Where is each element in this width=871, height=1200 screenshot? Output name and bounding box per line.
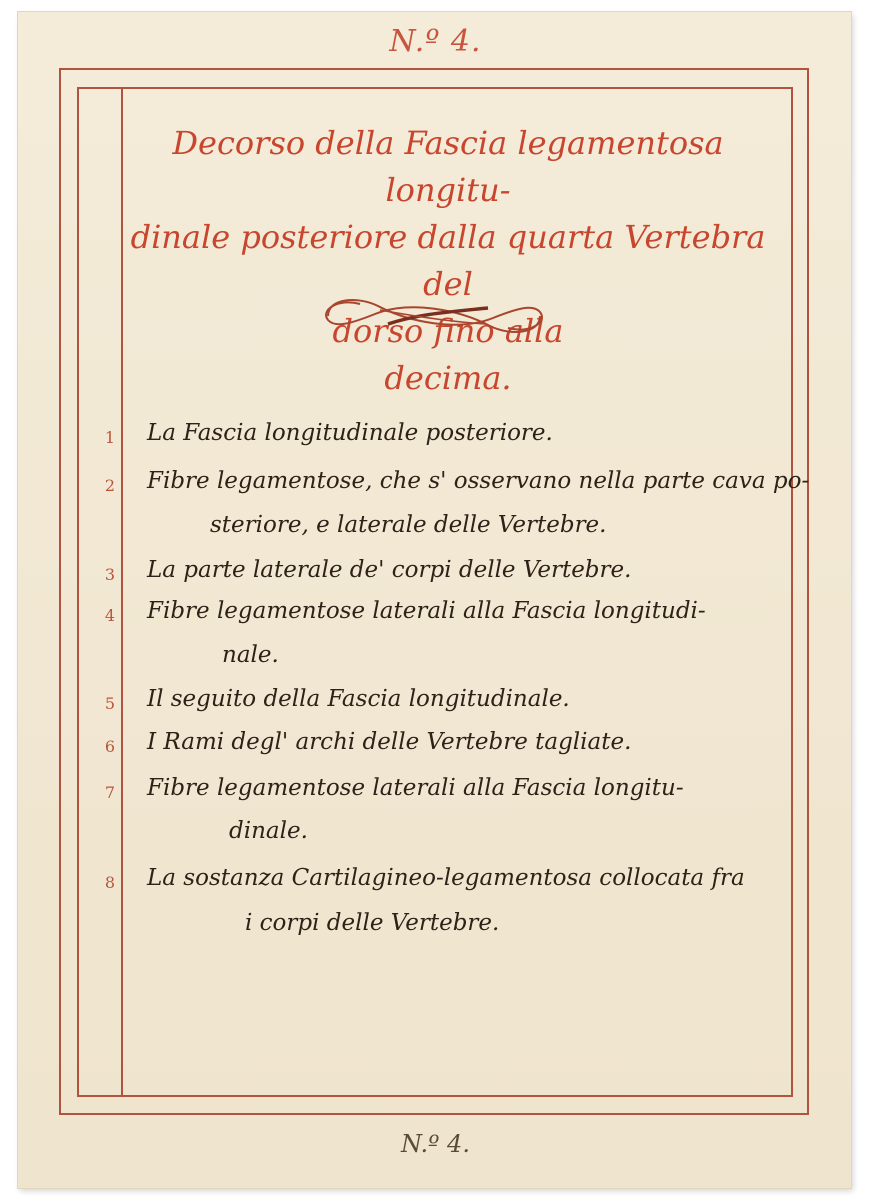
legend-item-text: Fibre legamentose laterali alla Fascia longitudi- [147, 598, 706, 624]
title-line: Decorso della Fascia legamentosa longitu- [172, 124, 724, 209]
legend-item-text: nale. [222, 642, 279, 668]
legend-number: 7 [104, 783, 116, 802]
plate-number-bottom: N.º 4. [401, 1130, 470, 1158]
legend-number: 8 [104, 873, 116, 892]
legend-number: 5 [104, 694, 116, 713]
legend-item-text: dinale. [229, 818, 308, 844]
title-line: decima. [384, 359, 512, 397]
legend-item-text: i corpi delle Vertebre. [245, 910, 500, 936]
legend-number: 2 [104, 476, 116, 495]
legend-number: 3 [104, 565, 116, 584]
title-line: dorso fino alla [332, 312, 564, 350]
legend-item-text: steriore, e laterale delle Vertebre. [210, 512, 607, 538]
legend-item-text: La Fascia longitudinale posteriore. [147, 420, 553, 446]
legend-number: 4 [104, 606, 116, 625]
legend-item-text: La parte laterale de' corpi delle Vertebre. [147, 557, 632, 583]
plate-number-top: N.º 4. [389, 24, 482, 59]
legend-item-text: Il seguito della Fascia longitudinale. [147, 686, 570, 712]
title-line: dinale posteriore dalla quarta Vertebra del [130, 218, 766, 303]
legend-item-text: Fibre legamentose laterali alla Fascia longitu- [147, 775, 684, 801]
legend-number: 1 [104, 428, 116, 447]
legend-item-text: I Rami degl' archi delle Vertebre tagliate. [147, 729, 632, 755]
legend-item-text: La sostanza Cartilagineo-legamentosa collocata fra [147, 865, 745, 891]
legend-number: 6 [104, 737, 116, 756]
legend-item-text: Fibre legamentose, che s' osservano nella parte cava po- [147, 468, 810, 494]
